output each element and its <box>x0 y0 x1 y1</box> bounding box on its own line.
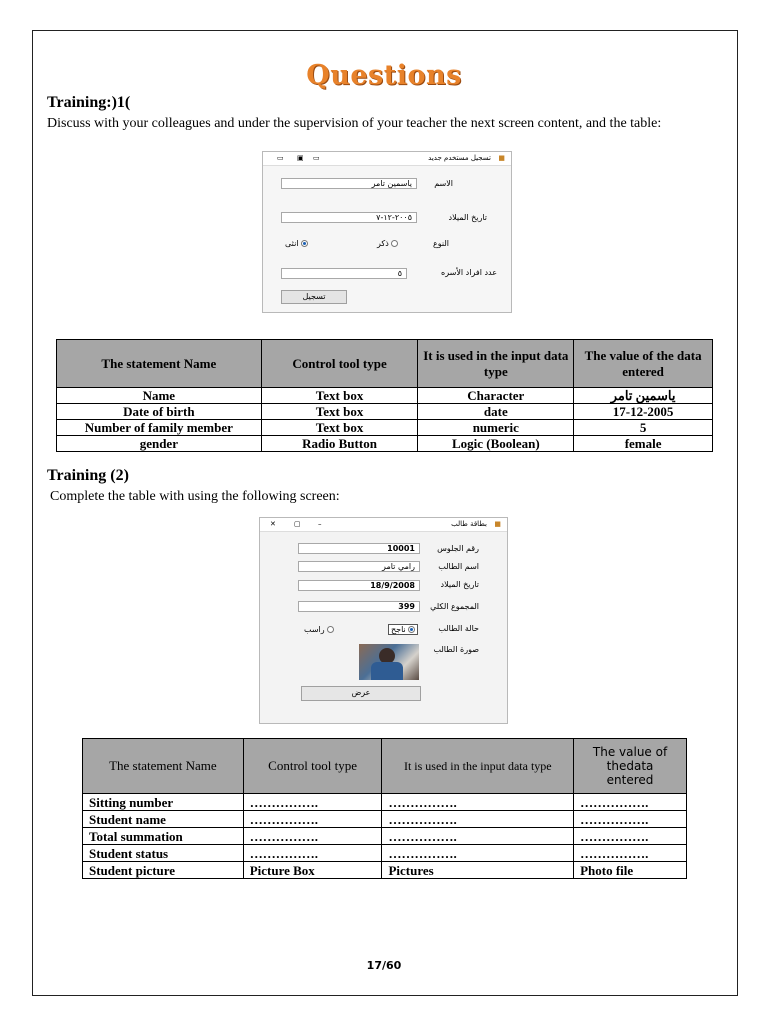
total-textbox[interactable]: 399 <box>298 601 420 612</box>
table-row: Name Text box Character ياسمين تامر <box>57 388 713 404</box>
t1-header-statement: The statement Name <box>57 340 262 388</box>
maximize-icon: ▣ <box>297 154 304 162</box>
training-2-table <box>82 738 687 879</box>
screen-2-titlebar <box>260 518 507 532</box>
dob-textbox[interactable]: 18/9/2008 <box>298 580 420 591</box>
total-label: المجموع الكلي <box>430 602 479 611</box>
student-name-textbox[interactable]: رامي تامر <box>298 561 420 572</box>
register-button[interactable]: تسجيل <box>281 290 347 304</box>
training-1-heading: Training:)1( <box>47 94 131 111</box>
screen-2-window <box>259 517 508 724</box>
t1-header-datatype: It is used in the input data type <box>418 340 574 388</box>
name-textbox[interactable]: ياسمين تامر <box>281 178 417 189</box>
dob-textbox[interactable]: ٢٠٠٥-١٢-٧ <box>281 212 417 223</box>
app-icon: ■ <box>498 154 505 162</box>
screen-1-window-title: تسجيل مستخدم جديد <box>428 154 491 162</box>
male-radio[interactable]: ذكر <box>377 239 398 248</box>
radio-unselected-icon <box>327 626 334 633</box>
t2-header-value: The value of thedata entered <box>574 739 687 794</box>
minimize-icon: – <box>318 520 322 528</box>
t2-header-statement: The statement Name <box>83 739 244 794</box>
dob-label: تاريخ الميلاد <box>448 213 487 222</box>
t1-header-value: The value of the data entered <box>574 340 713 388</box>
page-number: 17/60 <box>366 959 402 972</box>
training-1-table <box>56 339 713 452</box>
person-body-icon <box>371 662 403 680</box>
screen-2-window-title: بطاقة طالب <box>451 520 487 528</box>
table-row: Number of family member Text box numeric 5 <box>57 420 713 436</box>
t1-header-control: Control tool type <box>261 340 418 388</box>
app-icon: ■ <box>494 520 501 528</box>
table-row: Sitting number ……………. ……………. ……………. <box>83 794 687 811</box>
table-row: Student picture Picture Box Pictures Photo file <box>83 862 687 879</box>
show-button[interactable]: عرض <box>301 686 421 701</box>
radio-selected-icon <box>408 626 415 633</box>
minimize-icon: ▭ <box>277 154 284 162</box>
radio-selected-icon <box>301 240 308 247</box>
training-1-instruction: Discuss with your colleagues and under the supervision of your teacher the next screen content, and the table: <box>47 116 662 131</box>
family-count-textbox[interactable]: ٥ <box>281 268 407 279</box>
screen-1-window <box>262 151 512 313</box>
screen-1-titlebar <box>263 152 511 166</box>
name-label: الاسم <box>434 179 453 188</box>
family-count-label: عدد افراد الأسره <box>441 268 497 277</box>
radio-unselected-icon <box>391 240 398 247</box>
table-row: gender Radio Button Logic (Boolean) female <box>57 436 713 452</box>
gender-label: النوع <box>433 239 449 248</box>
seat-number-textbox[interactable]: 10001 <box>298 543 420 554</box>
training-2-heading: Training (2) <box>47 467 129 484</box>
pass-radio[interactable]: ناجح <box>388 624 418 635</box>
t2-header-datatype: It is used in the input data type <box>382 739 574 794</box>
page-title: Questions <box>306 60 462 91</box>
seat-number-label: رقم الجلوس <box>437 544 479 553</box>
status-label: حالة الطالب <box>438 624 479 633</box>
dob-label: تاريخ الميلاد <box>440 580 479 589</box>
table-row: Student status ……………. ……………. ……………. <box>83 845 687 862</box>
t2-header-control: Control tool type <box>243 739 382 794</box>
training-2-instruction: Complete the table with using the following screen: <box>50 489 340 504</box>
fail-radio[interactable]: راسب <box>304 625 334 634</box>
table-row: Date of birth Text box date 17-12-2005 <box>57 404 713 420</box>
photo-label: صورة الطالب <box>433 645 479 654</box>
table-row: Total summation ……………. ……………. ……………. <box>83 828 687 845</box>
close-icon: ▭ <box>313 154 320 162</box>
female-radio[interactable]: انثى <box>285 239 308 248</box>
table-row: Student name ……………. ……………. ……………. <box>83 811 687 828</box>
student-picture-box <box>359 644 419 680</box>
close-icon: ✕ <box>270 520 276 528</box>
student-name-label: اسم الطالب <box>438 562 479 571</box>
maximize-icon: ▢ <box>294 520 301 528</box>
